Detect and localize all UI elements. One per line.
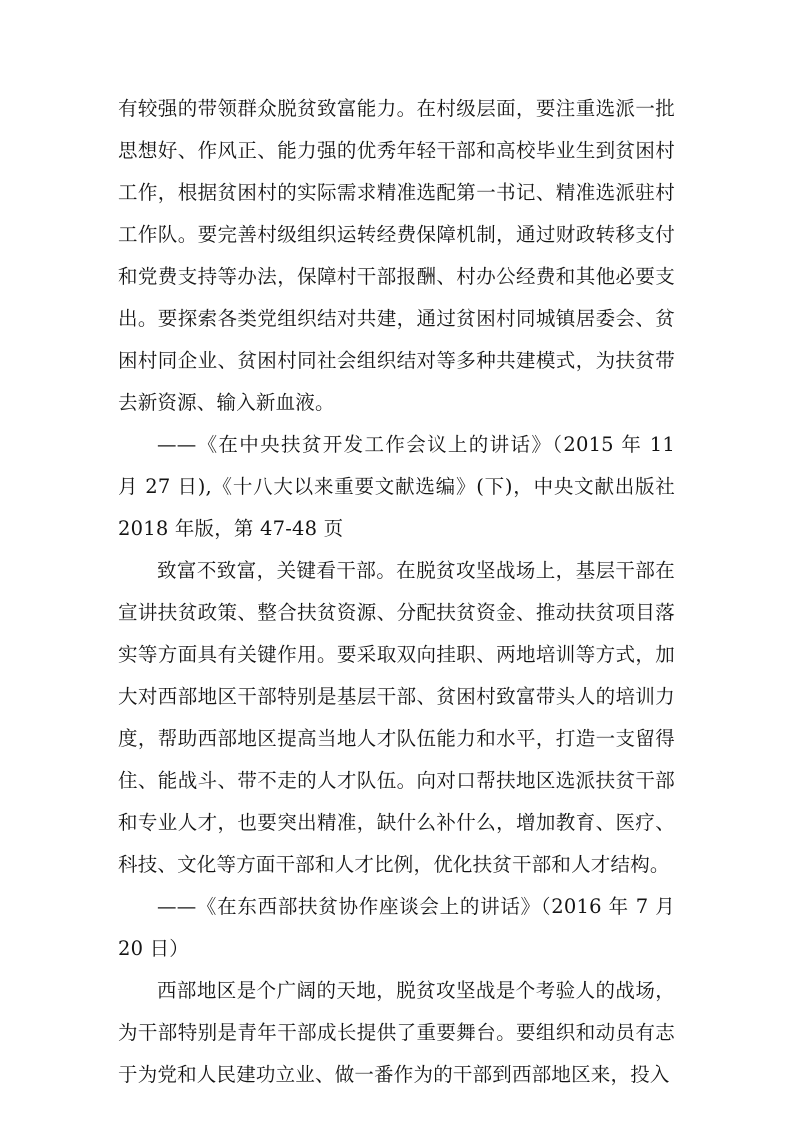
paragraph-2: 致富不致富，关键看干部。在脱贫攻坚战场上，基层干部在宣讲扶贫政策、整合扶贫资源、分配扶贫资金、推动扶贫项目落实等方面具有关键作用。要采取双向挂职、两地培训等方式，加大对西部地区干部特别是基层干部、贫困村致富带头人的培训力度，帮助西部地区提高当地人才队伍能力和水平，打造一支留得住、能战斗、带不走的人才队伍。向对口帮扶地区选派扶贫干部和专业人才，也要突出精准，缺什么补什么，增加教育、医疗、科技、文化等方面干部和人才比例，优化扶贫干部和人才结构。 xyxy=(118,559,675,876)
citation-2: ——《在东西部扶贫协作座谈会上的讲话》（2016 年 7 月 20 日） xyxy=(118,895,675,960)
paragraph-1: 有较强的带领群众脱贫致富能力。在村级层面，要注重选派一批思想好、作风正、能力强的优秀年轻干部和高校毕业生到贫困村工作，根据贫困村的实际需求精准选配第一书记、精准选派驻村工作队。要完善村级组织运转经费保障机制，通过财政转移支付和党费支持等办法，保障村干部报酬、村办公经费和其他必要支出。要探索各类党组织结对共建，通过贫困村同城镇居委会、贫困村同企业、贫困村同社会组织结对等多种共建模式，为扶贫带去新资源、输入新血液。 xyxy=(118,97,675,414)
citation-1: ——《在中央扶贫开发工作会议上的讲话》（2015 年 11 月 27 日),《十八大以来重要文献选编》(下)，中央文献出版社 2018 年版，第 47-48 页 xyxy=(118,433,675,540)
document-body xyxy=(118,88,675,1096)
paragraph-3: 西部地区是个广阔的天地，脱贫攻坚战是个考验人的战场，为干部特别是青年干部成长提供了重要舞台。要组织和动员有志于为党和人民建功立业、做一番作为的干部到西部地区来，投入 xyxy=(118,979,675,1086)
